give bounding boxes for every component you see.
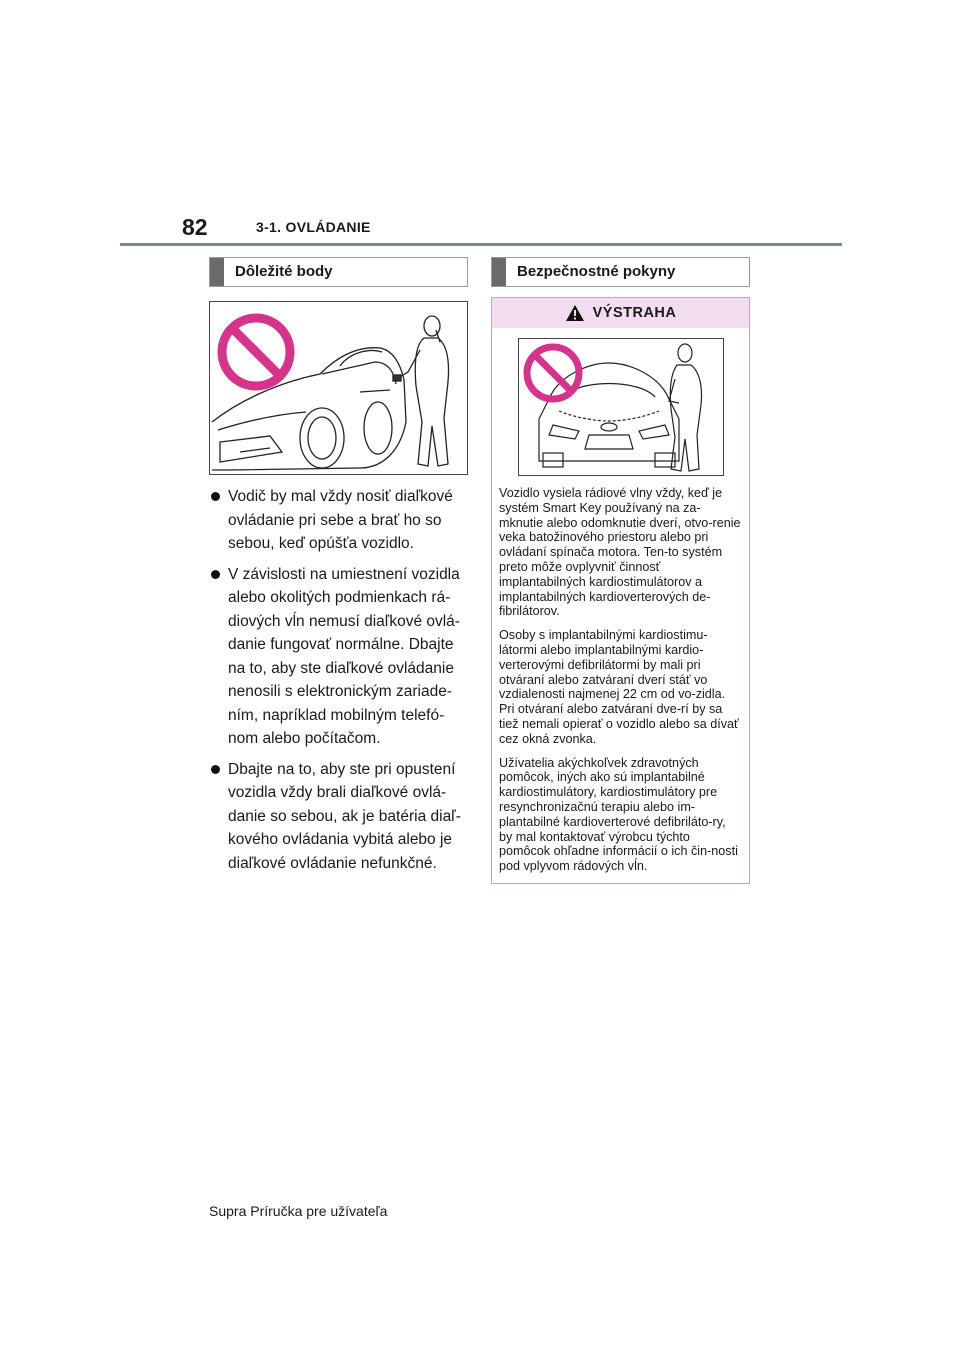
warning-paragraph: Užívatelia akýchkoľvek zdravotných pomôcok, iných ako sú implantabilné kardiostimulátory, kardiostimulátory pre resynchronizačnú terapiu alebo im-plantabilné kardioverterové defibriláto-ry, by mal kontaktovať výrobcu týchto pomôcok ohľadne informácií o ich čin-nosti pod vplyvom rádových vĺn. (499, 755, 738, 874)
warning-triangle-icon (565, 304, 585, 322)
heading-safety-instructions (491, 257, 750, 287)
bullet-list (209, 485, 468, 875)
bullet-icon (211, 765, 220, 774)
heading-safety-instructions-label: Bezpečnostné pokyny (517, 263, 676, 280)
right-column (491, 257, 750, 884)
warning-header (492, 298, 749, 328)
section-title: 3-1. OVLÁDANIE (256, 219, 371, 235)
heading-important-points (209, 257, 468, 287)
heading-marker (492, 258, 506, 286)
illustration-person-at-car (518, 338, 724, 476)
illustration-driver-with-key (209, 301, 468, 475)
heading-important-points-label: Dôležité body (235, 263, 333, 280)
footer-manual-title: Supra Príručka pre užívateľa (209, 1203, 388, 1219)
list-item: V závislosti na umiestnení vozidla alebo okolitých podmienkach rá-diových vĺn nemusí diaľkové ovlá-danie fungovať normálne. Dbajte na to, aby ste diaľkové ovládanie nenosili s elektronickým zariade-ním, napríklad mobilným telefó-nom alebo počítačom. (209, 563, 468, 751)
header-rule (120, 243, 842, 246)
list-item: Dbajte na to, aby ste pri opustení vozidla vždy brali diaľkové ovlá-danie so sebou, ak je batéria diaľ-kového ovládania vybitá alebo je diaľkové ovládanie nefunkčné. (209, 758, 468, 876)
bullet-icon (211, 570, 220, 579)
prohibition-icon (222, 318, 290, 386)
warning-paragraph: Osoby s implantabilnými kardiostimu-látormi alebo implantabilnými kardio-verterovými defibrilátormi by mali pri otváraní alebo zatváraní dverí stáť vo vzdialenosti najmenej 22 cm od vo-zidla. Pri otváraní alebo zatváraní dve-rí by sa tiež nemali opierať o vozidlo alebo sa dívať cez okná zvonka. (499, 628, 739, 746)
warning-box (491, 297, 750, 884)
warning-paragraph: Vozidlo vysiela rádiové vlny vždy, keď je systém Smart Key používaný na za-mknutie alebo odomknutie dverí, otvo-renie veka batožinového priestoru alebo pri ovládaní spínača motora. Ten-to systém preto môže ovplyvniť činnosť implantabilných kardiostimulátorov a implantabilných kardioverterových de-fibrilátorov. (499, 486, 741, 619)
list-item: Vodič by mal vždy nosiť diaľkové ovládanie pri sebe a brať ho so sebou, keď opúšťa vozidlo. (209, 485, 468, 556)
warning-body (492, 328, 749, 883)
heading-marker (210, 258, 224, 286)
page-number: 82 (182, 214, 208, 240)
warning-title: VÝSTRAHA (592, 305, 677, 321)
left-column (209, 257, 468, 882)
bullet-icon (211, 492, 220, 501)
